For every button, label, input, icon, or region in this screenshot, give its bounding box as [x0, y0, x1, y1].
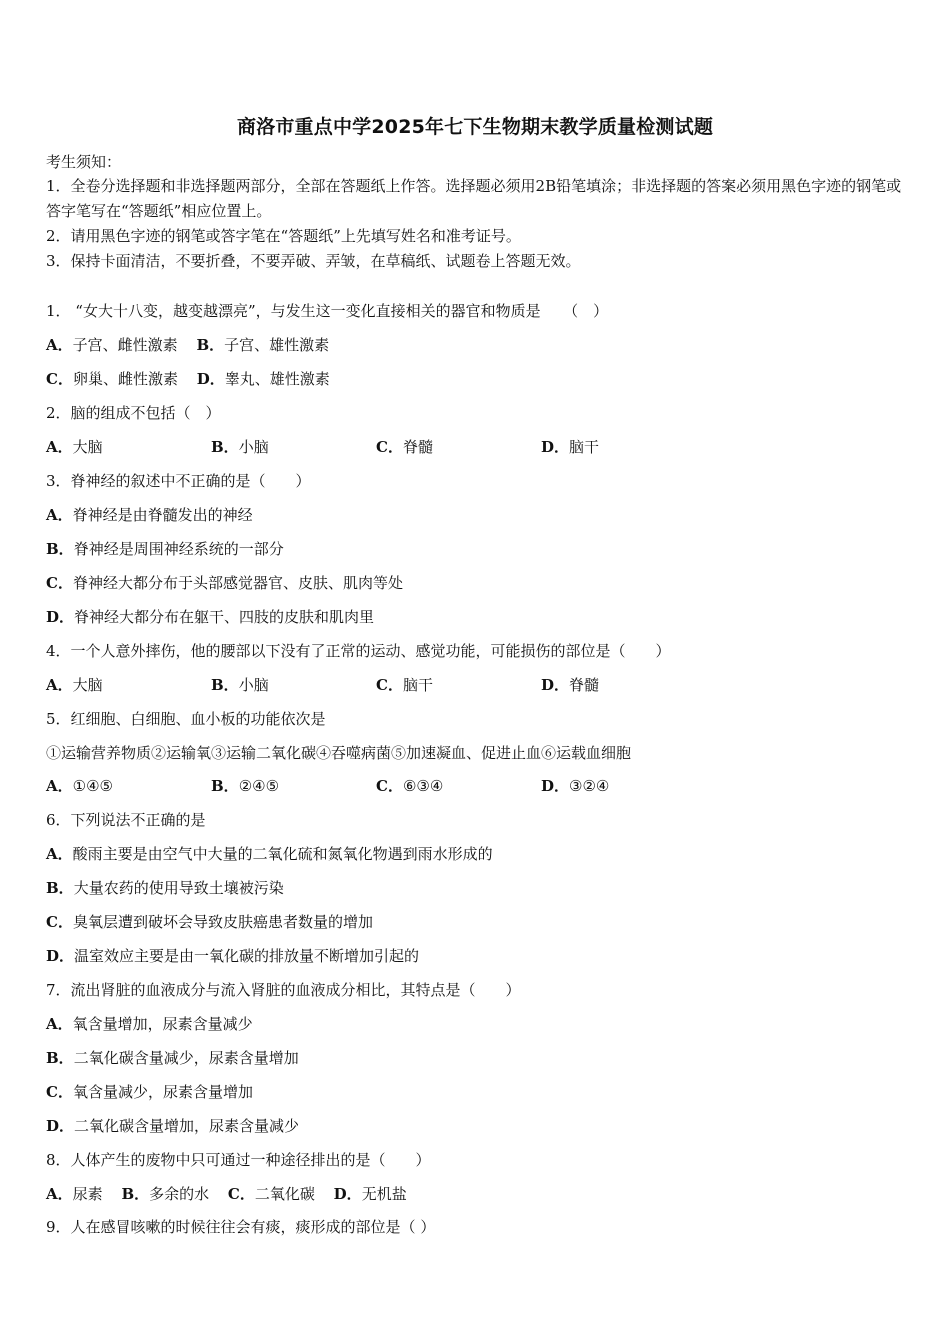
option-c: C．卵巢、雌性激素 [46, 370, 178, 388]
question-6-option-d: D．温室效应主要是由一氧化碳的排放量不断增加引起的 [46, 947, 420, 965]
question-4-options [46, 675, 906, 695]
question-7-option-a: A．氧含量增加，尿素含量减少 [46, 1015, 253, 1033]
question-7-stem: 7．流出肾脏的血液成分与流入肾脏的血液成分相比，其特点是（ ） [46, 981, 521, 999]
question-6-stem: 6．下列说法不正确的是 [46, 811, 206, 829]
option-c: C．⑥③④ [376, 777, 444, 795]
option-b: B．②④⑤ [211, 777, 280, 795]
option-b: B．多余的水 [121, 1185, 210, 1203]
notice-item-2: 2．请用黑色字迹的钢笔或答字笔在“答题纸”上先填写姓名和准考证号。 [46, 227, 521, 245]
question-7-option-b: B．二氧化碳含量减少，尿素含量增加 [46, 1049, 299, 1067]
notice-heading: 考生须知： [46, 153, 122, 171]
question-5-function-list: ①运输营养物质②运输氧③运输二氧化碳④吞噬病菌⑤加速凝血、促进止血⑥运载血细胞 [46, 744, 632, 762]
option-a: A．大脑 [46, 438, 103, 456]
option-c: C．脊髓 [376, 438, 433, 456]
question-1-stem: 1． “女大十八变，越变越漂亮”，与发生这一变化直接相关的器官和物质是 （ ） [46, 302, 609, 320]
question-6-option-a: A．酸雨主要是由空气中大量的二氧化硫和氮氧化物遇到雨水形成的 [46, 845, 493, 863]
option-b: B．小脑 [211, 676, 269, 694]
question-2-options [46, 437, 906, 457]
question-3-option-c: C．脊神经大都分布于头部感觉器官、皮肤、肌肉等处 [46, 574, 403, 592]
question-6-option-c: C．臭氧层遭到破坏会导致皮肤癌患者数量的增加 [46, 913, 373, 931]
option-d: D．脊髓 [541, 676, 600, 694]
question-3-option-a: A．脊神经是由脊髓发出的神经 [46, 506, 253, 524]
question-9-stem: 9．人在感冒咳嗽的时候往往会有痰，痰形成的部位是（ ） [46, 1218, 436, 1236]
option-d: D．无机盐 [333, 1185, 407, 1203]
question-7-option-d: D．二氧化碳含量增加，尿素含量减少 [46, 1117, 300, 1135]
question-7-option-c: C．氧含量减少，尿素含量增加 [46, 1083, 253, 1101]
option-a: A．大脑 [46, 676, 103, 694]
question-5-options [46, 776, 906, 796]
option-a: A．子宫、雌性激素 [46, 336, 178, 354]
option-a: A．尿素 [46, 1185, 103, 1203]
option-c: C．脑干 [376, 676, 433, 694]
page-title: 商洛市重点中学2025年七下生物期末教学质量检测试题 [236, 116, 714, 138]
question-3-stem: 3．脊神经的叙述中不正确的是（ ） [46, 472, 311, 490]
notice-item-1: 1．全卷分选择题和非选择题两部分，全部在答题纸上作答。选择题必须用2B铅笔填涂；非选择题的答案必须用黑色字迹的钢笔或答字笔写在“答题纸”相应位置上。 [46, 177, 902, 220]
option-d: D．睾丸、雄性激素 [196, 370, 330, 388]
option-b: B．子宫、雄性激素 [196, 336, 330, 354]
question-5-stem: 5．红细胞、白细胞、血小板的功能依次是 [46, 710, 326, 728]
question-4-stem: 4．一个人意外摔伤，他的腰部以下没有了正常的运动、感觉功能，可能损伤的部位是（ ） [46, 642, 671, 660]
question-3-option-d: D．脊神经大都分布在躯干、四肢的皮肤和肌肉里 [46, 608, 375, 626]
question-8-options [46, 1184, 421, 1204]
option-c: C．二氧化碳 [227, 1185, 315, 1203]
notice-item-3: 3．保持卡面清洁，不要折叠，不要弄破、弄皱，在草稿纸、试题卷上答题无效。 [46, 252, 581, 270]
question-8-stem: 8．人体产生的废物中只可通过一种途径排出的是（ ） [46, 1151, 431, 1169]
question-3-option-b: B．脊神经是周围神经系统的一部分 [46, 540, 284, 558]
question-6-option-b: B．大量农药的使用导致土壤被污染 [46, 879, 284, 897]
question-1-options-row-1 [46, 335, 343, 355]
question-1-options-row-2 [46, 369, 344, 389]
option-b: B．小脑 [211, 438, 269, 456]
option-d: D．③②④ [541, 777, 610, 795]
option-d: D．脑干 [541, 438, 600, 456]
question-2-stem: 2．脑的组成不包括（ ） [46, 404, 221, 422]
option-a: A．①④⑤ [46, 777, 113, 795]
